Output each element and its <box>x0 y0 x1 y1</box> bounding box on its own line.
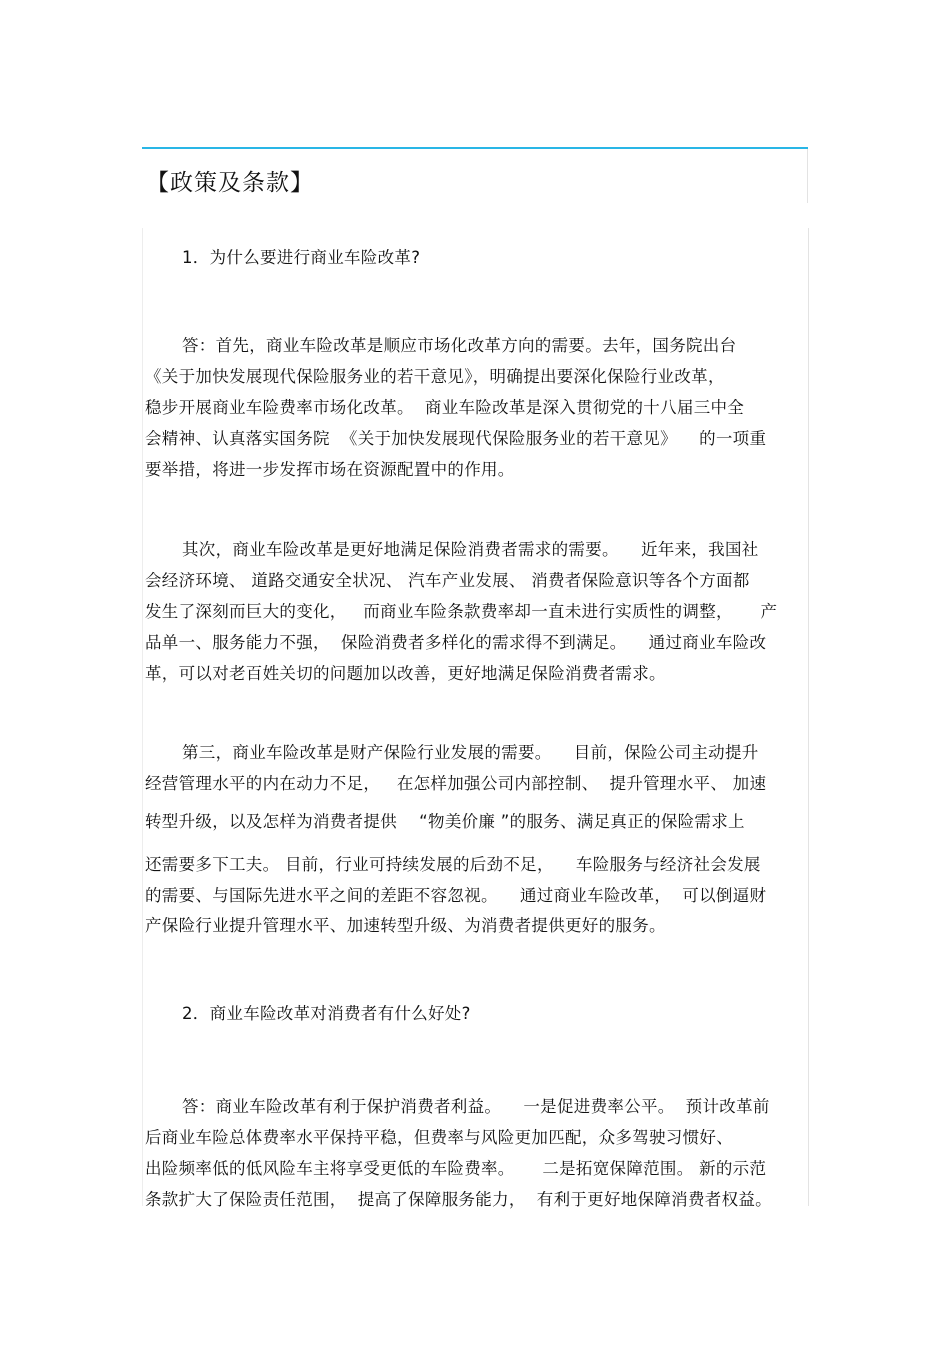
answer-1-line: 《关于加快发展现代保险服务业的若干意见》，明确提出要深化保险行业改革， <box>145 367 725 386</box>
paragraph-3-line: 的需要、与国际先进水平之间的差距不容忽视。 通过商业车险改革， 可以倒逼财 <box>145 886 767 905</box>
paragraph-2-line: 发生了深刻而巨大的变化， 而商业车险条款费率却一直未进行实质性的调整， 产 <box>145 602 778 621</box>
answer-2-line: 出险频率低的低风险车主将享受更低的车险费率。 二是拓宽保障范围。 新的示范 <box>145 1159 767 1178</box>
answer-2-line: 答：商业车险改革有利于保护消费者利益。 一是促进费率公平。 预计改革前 <box>182 1097 770 1116</box>
paragraph-3-line: 经营管理水平的内在动力不足， 在怎样加强公司内部控制、 提升管理水平、 加速 <box>145 774 767 793</box>
question-1: 1．为什么要进行商业车险改革? <box>182 248 421 267</box>
paragraph-2-line: 品单一、服务能力不强， 保险消费者多样化的需求得不到满足。 通过商业车险改 <box>145 633 767 652</box>
paragraph-3-line: 产保险行业提升管理水平、加速转型升级、为消费者提供更好的服务。 <box>145 916 666 935</box>
paragraph-2-line: 会经济环境、 道路交通安全状况、 汽车产业发展、 消费者保险意识等各个方面都 <box>145 571 750 590</box>
paragraph-3-line: 第三，商业车险改革是财产保险行业发展的需要。 目前，保险公司主动提升 <box>182 743 759 762</box>
answer-1-line: 答：首先，商业车险改革是顺应市场化改革方向的需要。去年，国务院出台 <box>182 336 737 355</box>
paragraph-3-line: 还需要多下工夫。 目前，行业可持续发展的后劲不足， 车险服务与经济社会发展 <box>145 855 761 874</box>
answer-1-line: 会精神、认真落实国务院 《关于加快发展现代保险服务业的若干意见》 的一项重 <box>145 429 767 448</box>
section-title: 【政策及条款】 <box>146 170 314 196</box>
paragraph-2-line: 革，可以对老百姓关切的问题加以改善，更好地满足保险消费者需求。 <box>145 664 666 683</box>
answer-1-line: 稳步开展商业车险费率市场化改革。 商业车险改革是深入贯彻党的十八届三中全 <box>145 398 745 417</box>
paragraph-2-line: 其次，商业车险改革是更好地满足保险消费者需求的需要。 近年来，我国社 <box>182 540 759 559</box>
answer-1-line: 要举措，将进一步发挥市场在资源配置中的作用。 <box>145 460 515 479</box>
answer-2-line: 后商业车险总体费率水平保持平稳，但费率与风险更加匹配，众多驾驶习惯好、 <box>145 1128 733 1147</box>
question-2: 2．商业车险改革对消费者有什么好处? <box>182 1004 471 1023</box>
paragraph-3-line: 转型升级，以及怎样为消费者提供 “物美价廉 ”的服务、满足真正的保险需求上 <box>145 812 745 831</box>
answer-2-line: 条款扩大了保险责任范围， 提高了保障服务能力， 有利于更好地保障消费者权益。 <box>145 1190 772 1209</box>
